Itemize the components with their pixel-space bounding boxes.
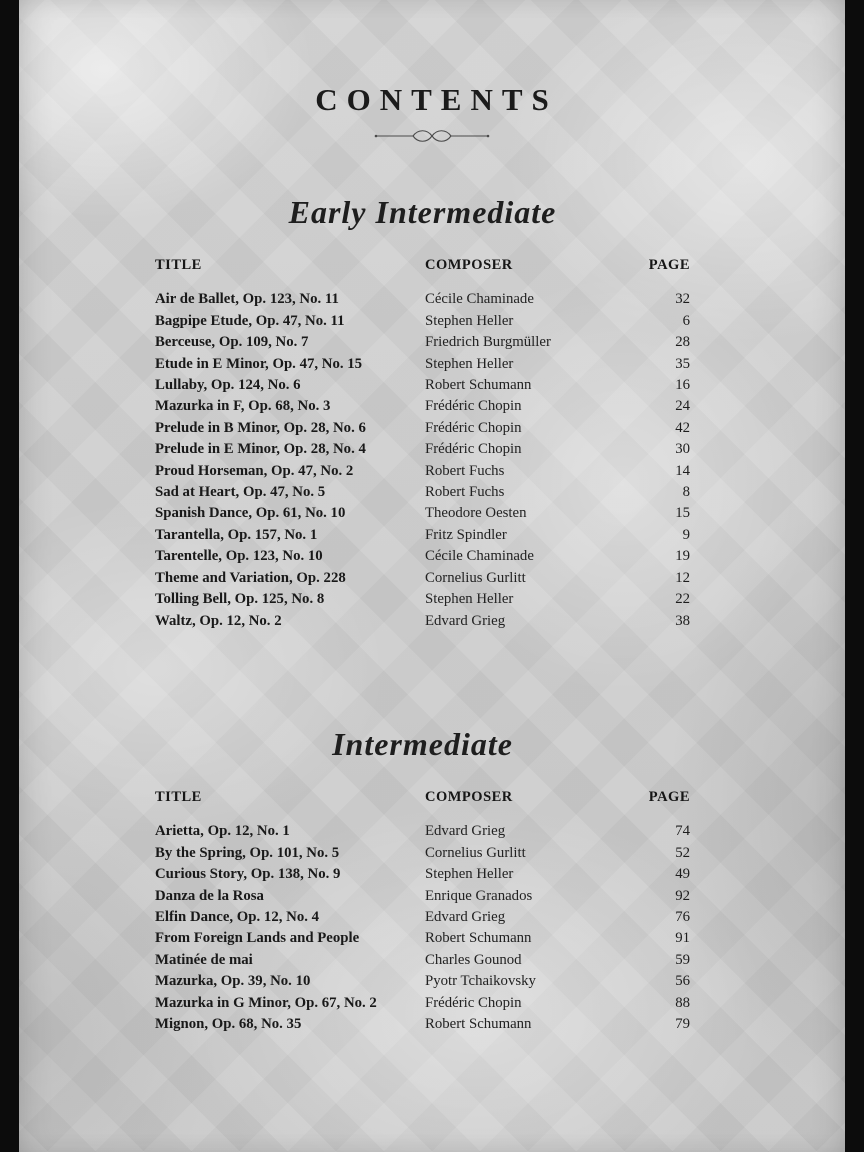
column-header-page: PAGE <box>648 788 690 805</box>
toc-entry <box>155 864 690 885</box>
entry-page: 38 <box>675 612 690 629</box>
entry-composer: Cornelius Gurlitt <box>425 569 526 586</box>
toc-entry <box>155 439 690 460</box>
entry-title: Waltz, Op. 12, No. 2 <box>155 612 282 629</box>
entry-page: 74 <box>675 823 690 840</box>
entry-page: 14 <box>675 462 690 479</box>
page-title: CONTENTS <box>315 82 558 117</box>
entry-title: Etude in E Minor, Op. 47, No. 15 <box>155 355 363 372</box>
toc-entry <box>155 418 690 439</box>
entry-title: Sad at Heart, Op. 47, No. 5 <box>155 484 326 501</box>
entry-title: Prelude in B Minor, Op. 28, No. 6 <box>155 419 366 436</box>
entry-composer: Cornelius Gurlitt <box>425 844 526 861</box>
entry-composer: Cécile Chaminade <box>425 548 534 565</box>
toc-entry <box>155 907 690 928</box>
contents-sections <box>0 194 864 1035</box>
entry-title: Curious Story, Op. 138, No. 9 <box>155 866 341 883</box>
toc-entry <box>155 971 690 992</box>
entry-composer: Robert Fuchs <box>425 484 505 501</box>
contents-table <box>155 255 690 632</box>
entry-composer: Frédéric Chopin <box>425 419 522 436</box>
toc-entry <box>155 482 690 503</box>
entry-composer: Stephen Heller <box>425 312 514 329</box>
entry-title: Tarantella, Op. 157, No. 1 <box>155 526 318 543</box>
entry-composer: Theodore Oesten <box>425 505 527 522</box>
toc-entry <box>155 546 690 567</box>
column-header-composer: COMPOSER <box>425 257 513 273</box>
column-header-title: TITLE <box>155 257 202 273</box>
entry-title: Air de Ballet, Op. 123, No. 11 <box>155 291 339 308</box>
entry-page: 22 <box>675 591 690 608</box>
toc-entry <box>155 503 690 524</box>
entry-page: 49 <box>675 866 690 883</box>
entry-page: 52 <box>675 844 690 861</box>
toc-entry <box>155 821 690 842</box>
section-heading: Intermediate <box>332 725 513 762</box>
toc-entry <box>155 332 690 353</box>
entry-page: 35 <box>675 355 690 372</box>
entry-title: Mignon, Op. 68, No. 35 <box>155 1015 302 1032</box>
entry-page: 19 <box>675 548 690 565</box>
entry-composer: Fritz Spindler <box>425 526 507 543</box>
entry-composer: Frédéric Chopin <box>425 441 522 458</box>
entry-page: 6 <box>682 312 690 329</box>
entry-title: Prelude in E Minor, Op. 28, No. 4 <box>155 441 366 458</box>
entry-composer: Stephen Heller <box>425 355 514 372</box>
entry-composer: Stephen Heller <box>425 866 514 883</box>
entry-page: 92 <box>675 887 690 904</box>
toc-entry <box>155 375 690 396</box>
toc-entry <box>155 950 690 971</box>
entry-title: By the Spring, Op. 101, No. 5 <box>155 844 340 861</box>
entry-title: Tarentelle, Op. 123, No. 10 <box>155 548 323 565</box>
entry-page: 15 <box>675 505 690 522</box>
entry-title: Matinée de mai <box>155 951 253 968</box>
entry-page: 24 <box>675 398 690 415</box>
entry-composer: Stephen Heller <box>425 591 514 608</box>
entry-page: 28 <box>675 334 690 351</box>
entry-title: Berceuse, Op. 109, No. 7 <box>155 334 309 351</box>
entry-composer: Pyotr Tchaikovsky <box>425 973 536 990</box>
column-header-page: PAGE <box>648 257 690 273</box>
toc-entry <box>155 461 690 482</box>
entry-composer: Charles Gounod <box>425 951 522 968</box>
entry-composer: Edvard Grieg <box>425 908 506 925</box>
toc-entry <box>155 589 690 610</box>
entry-page: 42 <box>675 419 690 436</box>
entry-title: Lullaby, Op. 124, No. 6 <box>155 377 301 394</box>
entry-title: Tolling Bell, Op. 125, No. 8 <box>155 591 325 608</box>
toc-entry <box>155 1014 690 1035</box>
entry-composer: Robert Schumann <box>425 930 532 947</box>
entry-composer: Edvard Grieg <box>425 823 506 840</box>
entry-composer: Frédéric Chopin <box>425 994 522 1011</box>
toc-entry <box>155 886 690 907</box>
entry-composer: Frédéric Chopin <box>425 398 522 415</box>
entry-page: 56 <box>675 973 690 990</box>
entry-page: 88 <box>675 994 690 1011</box>
table-header-row <box>155 787 690 808</box>
entry-composer: Robert Schumann <box>425 1015 532 1032</box>
entry-composer: Friedrich Burgmüller <box>425 334 551 351</box>
entry-page: 12 <box>675 569 690 586</box>
column-header-composer: COMPOSER <box>425 788 513 805</box>
toc-entry <box>155 568 690 589</box>
right-binding-edge <box>845 0 864 1152</box>
entry-page: 76 <box>675 908 690 925</box>
entry-page: 91 <box>675 930 690 947</box>
section-heading: Early Intermediate <box>288 194 557 230</box>
entry-composer: Robert Schumann <box>425 377 532 394</box>
entry-page: 59 <box>675 951 690 968</box>
table-body <box>155 821 690 1035</box>
entry-composer: Cécile Chaminade <box>425 291 534 308</box>
entry-title: Proud Horseman, Op. 47, No. 2 <box>155 462 354 479</box>
ornament-flourish-icon <box>0 128 864 144</box>
toc-entry <box>155 525 690 546</box>
entry-title: Bagpipe Etude, Op. 47, No. 11 <box>155 312 345 329</box>
entry-title: Elfin Dance, Op. 12, No. 4 <box>155 908 320 925</box>
column-header-title: TITLE <box>155 788 202 805</box>
contents-table <box>155 787 690 1035</box>
toc-entry <box>155 354 690 375</box>
entry-title: Danza de la Rosa <box>155 887 264 904</box>
left-binding-edge <box>0 0 19 1152</box>
entry-title: Theme and Variation, Op. 228 <box>155 569 346 586</box>
entry-page: 9 <box>682 526 690 543</box>
entry-composer: Enrique Granados <box>425 887 533 904</box>
entry-composer: Robert Fuchs <box>425 462 505 479</box>
entry-page: 30 <box>675 441 690 458</box>
entry-composer: Edvard Grieg <box>425 612 506 629</box>
table-header-row <box>155 255 690 276</box>
entry-page: 79 <box>675 1015 690 1032</box>
entry-title: Spanish Dance, Op. 61, No. 10 <box>155 505 346 522</box>
entry-page: 16 <box>675 377 690 394</box>
entry-title: Arietta, Op. 12, No. 1 <box>155 823 290 840</box>
toc-entry <box>155 611 690 632</box>
contents-section <box>155 194 690 632</box>
contents-section <box>155 726 690 1035</box>
table-body <box>155 289 690 632</box>
toc-entry <box>155 843 690 864</box>
entry-title: Mazurka in F, Op. 68, No. 3 <box>155 398 331 415</box>
toc-entry <box>155 993 690 1014</box>
toc-entry <box>155 396 690 417</box>
entry-page: 8 <box>682 484 690 501</box>
entry-title: Mazurka in G Minor, Op. 67, No. 2 <box>155 994 377 1011</box>
entry-page: 32 <box>675 291 690 308</box>
toc-entry <box>155 928 690 949</box>
entry-title: Mazurka, Op. 39, No. 10 <box>155 973 311 990</box>
toc-entry <box>155 311 690 332</box>
toc-entry <box>155 289 690 310</box>
entry-title: From Foreign Lands and People <box>155 930 360 947</box>
